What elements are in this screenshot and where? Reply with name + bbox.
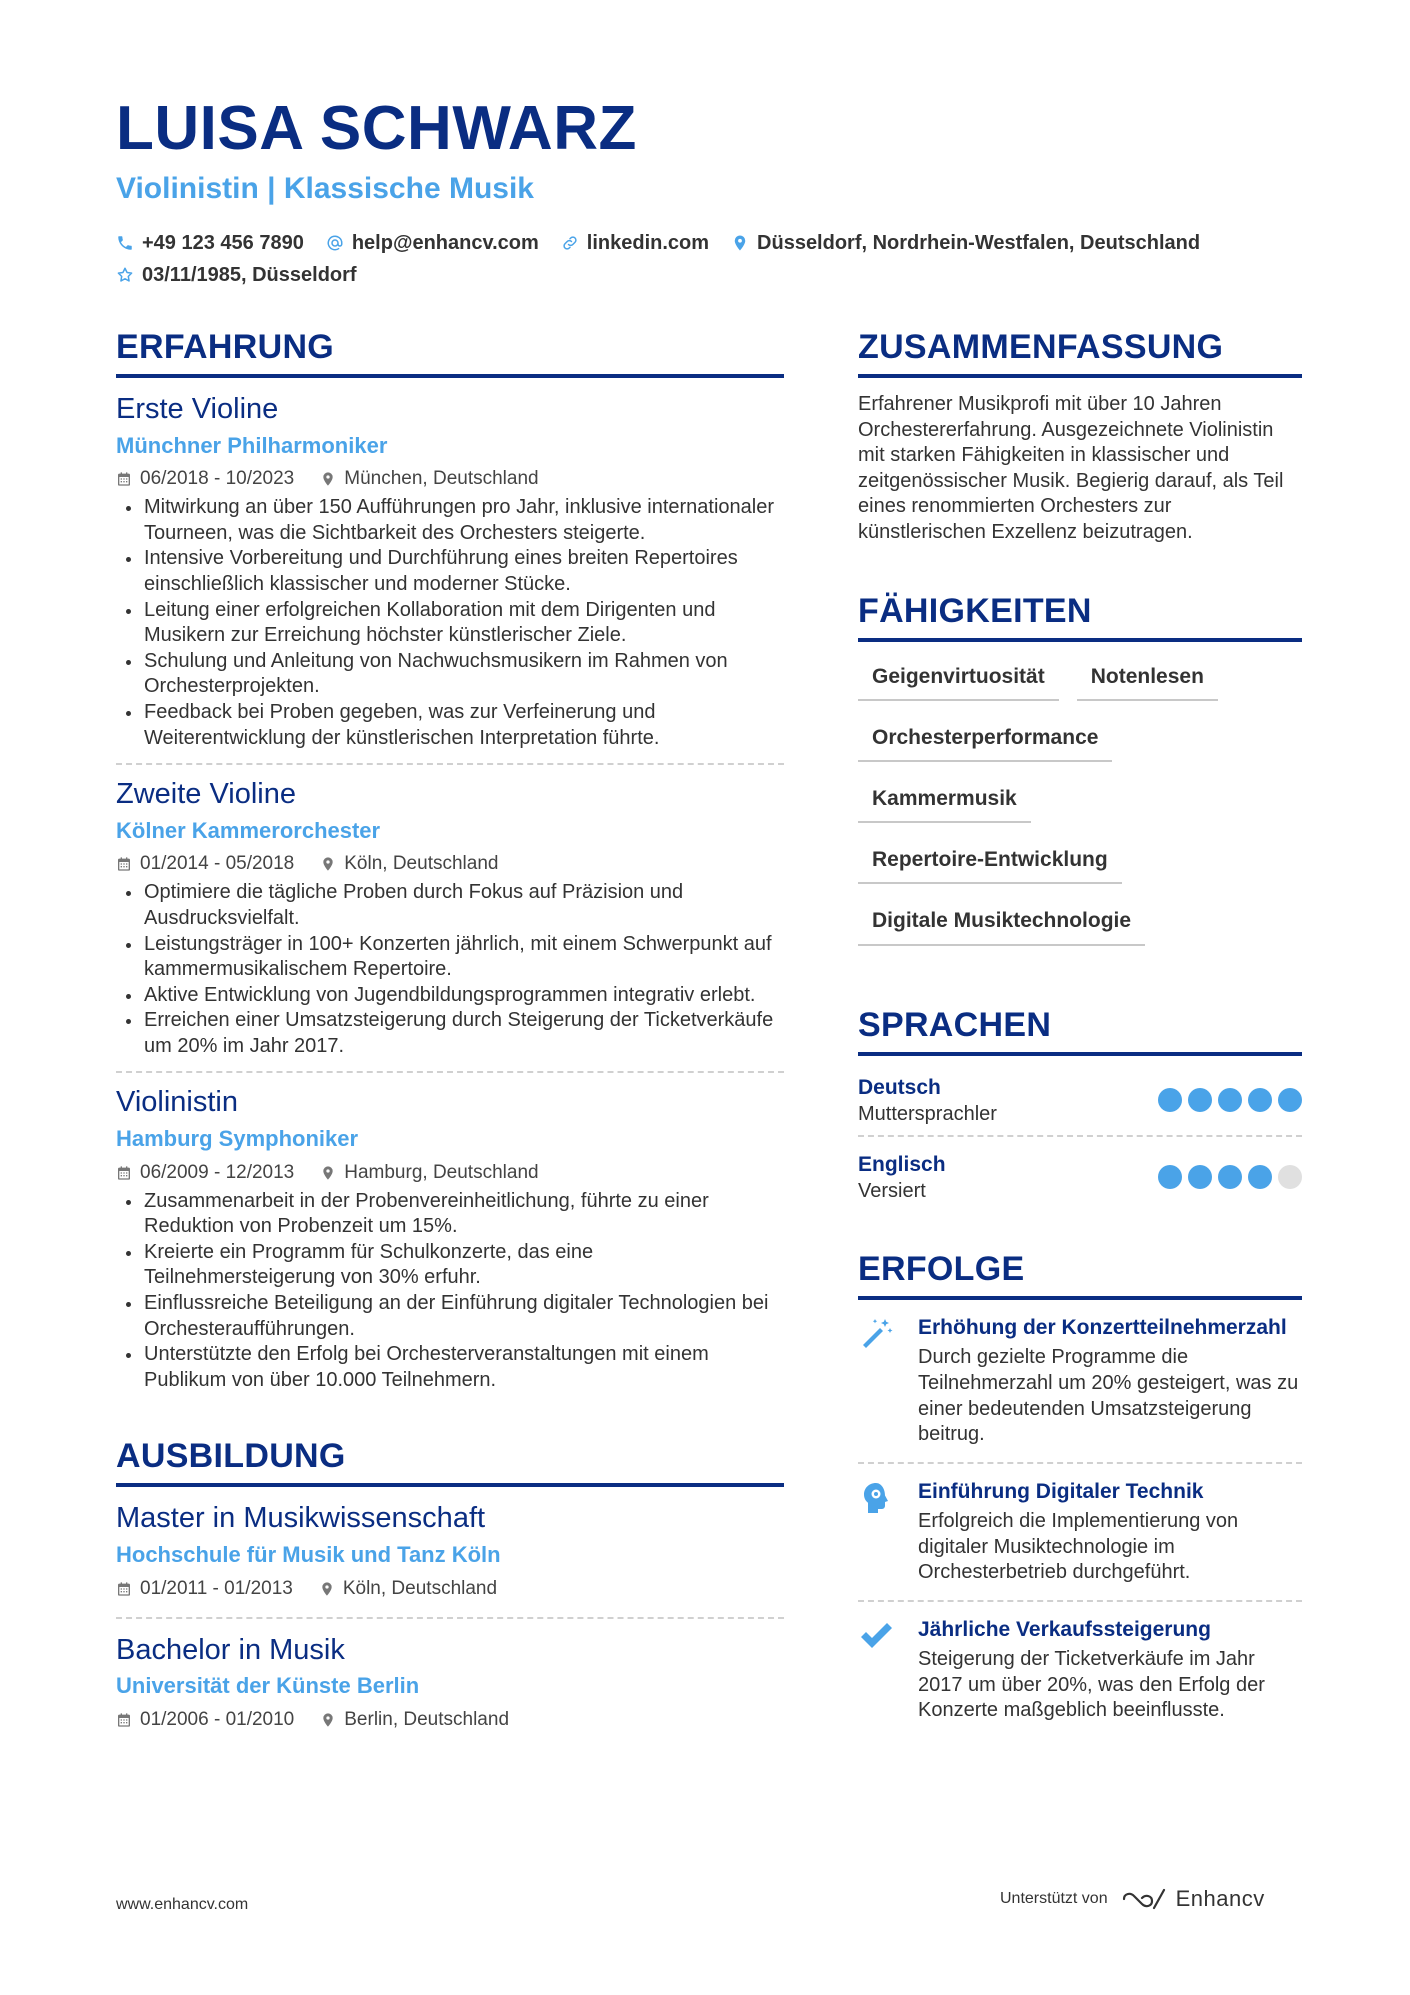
- contact-phone[interactable]: [116, 232, 304, 255]
- skill-tag: Digitale Musiktechnologie: [858, 900, 1145, 945]
- job-company: Hamburg Symphoniker: [116, 1126, 359, 1152]
- location-text: Köln, Deutschland: [342, 1577, 498, 1599]
- skill-tag: Notenlesen: [1077, 656, 1218, 701]
- email-text: help@enhancv.com: [351, 231, 539, 254]
- footer-powered-by: [1000, 1886, 1265, 1912]
- job-bullets: [116, 495, 784, 751]
- contact-email[interactable]: [326, 232, 539, 255]
- skill-tag: Orchesterperformance: [858, 717, 1112, 762]
- enhancv-logo[interactable]: [1120, 1886, 1265, 1912]
- contact-linkedin[interactable]: [561, 232, 709, 255]
- job-company: Kölner Kammerorchester: [116, 817, 381, 843]
- dates-text: 06/2018 - 10/2023: [140, 468, 295, 490]
- checkmark-icon: [858, 1616, 898, 1724]
- language-entry: [858, 1147, 1302, 1212]
- edu-dates: [116, 1578, 293, 1600]
- edu-dates: [116, 1709, 294, 1731]
- achievement-entry: [858, 1616, 1302, 1738]
- edu-location: [320, 1709, 509, 1731]
- calendar-icon: [116, 856, 132, 872]
- contact-info: [116, 228, 1316, 292]
- school-name: Universität der Künste Berlin: [116, 1673, 420, 1699]
- education-entry: [116, 1633, 784, 1748]
- candidate-name: LUISA SCHWARZ: [116, 94, 637, 163]
- calendar-icon: [116, 1712, 132, 1728]
- job-dates: [116, 1162, 294, 1184]
- education-entry: [116, 1501, 784, 1618]
- rating-dot-filled: [1248, 1165, 1272, 1189]
- rating-dot-empty: [1278, 1165, 1302, 1189]
- achievement-desc: Steigerung der Ticketverkäufe im Jahr 2017 um über 20%, was den Erfolg der Konzerte maßgeblich beeinflusste.: [918, 1648, 1265, 1722]
- star-icon: [116, 266, 134, 284]
- skills-heading: FÄHIGKEITEN: [858, 594, 1302, 642]
- link-icon: [561, 234, 579, 252]
- dates-text: 01/2011 - 01/2013: [140, 1577, 293, 1599]
- location-text: Düsseldorf, Nordrhein-Westfalen, Deutschland: [757, 231, 1201, 254]
- bullet: Leitung einer erfolgreichen Kollaboration mit dem Dirigenten und Musikern zur Erreichung höchster künstlerischer Ziele.: [116, 598, 784, 649]
- job-bullets: [116, 880, 784, 1059]
- left-column: [116, 330, 784, 1762]
- location-text: München, Deutschland: [344, 468, 539, 490]
- dates-text: 01/2006 - 01/2010: [140, 1708, 295, 1730]
- job-bullets: [116, 1189, 784, 1394]
- language-name: Englisch: [858, 1152, 946, 1176]
- location-pin-icon: [731, 234, 749, 252]
- location-text: Berlin, Deutschland: [344, 1708, 510, 1730]
- language-rating: [1152, 1088, 1302, 1112]
- calendar-icon: [116, 1581, 132, 1597]
- languages-heading: SPRACHEN: [858, 1008, 1302, 1056]
- bullet: Aktive Entwicklung von Jugendbildungsprogrammen integrativ erlebt.: [116, 983, 784, 1009]
- achievement-desc: Durch gezielte Programme die Teilnehmerzahl um 20% gesteigert, was zu einer bedeutenden Umsatzsteigerung beitrug.: [918, 1346, 1299, 1446]
- powered-by-text: Unterstützt von: [1000, 1890, 1108, 1907]
- skill-tag: Repertoire-Entwicklung: [858, 839, 1122, 884]
- job-title: Zweite Violine: [116, 778, 297, 811]
- dates-text: 06/2009 - 12/2013: [140, 1161, 295, 1183]
- bullet: Mitwirkung an über 150 Aufführungen pro Jahr, inklusive internationaler Tourneen, was die Sichtbarkeit des Orchesters steigerte.: [116, 495, 784, 546]
- language-rating: [1152, 1165, 1302, 1189]
- rating-dot-filled: [1278, 1088, 1302, 1112]
- achievement-title: Erhöhung der Konzertteilnehmerzahl: [918, 1316, 1287, 1340]
- rating-dot-filled: [1218, 1165, 1242, 1189]
- skills-list: [858, 656, 1302, 962]
- job-entry: [116, 392, 784, 765]
- job-entry: [116, 777, 784, 1073]
- bullet: Intensive Vorbereitung und Durchführung eines breiten Repertoires einschließlich klassischer und moderner Stücke.: [116, 546, 784, 597]
- location-pin-icon: [320, 471, 336, 487]
- brand-name: Enhancv: [1175, 1886, 1265, 1911]
- calendar-icon: [116, 471, 132, 487]
- job-location: [320, 468, 538, 490]
- rating-dot-filled: [1158, 1165, 1182, 1189]
- job-dates: [116, 468, 294, 490]
- job-location: [320, 1162, 538, 1184]
- magic-wand-icon: [858, 1314, 898, 1448]
- bullet: Kreierte ein Programm für Schulkonzerte, das eine Teilnehmersteigerung von 30% erfuhr.: [116, 1240, 784, 1291]
- achievement-title: Einführung Digitaler Technik: [918, 1479, 1204, 1503]
- language-entry: [858, 1070, 1302, 1137]
- school-name: Hochschule für Musik und Tanz Köln: [116, 1542, 501, 1568]
- rating-dot-filled: [1218, 1088, 1242, 1112]
- job-location: [320, 853, 498, 875]
- bullet: Feedback bei Proben gegeben, was zur Verfeinerung und Weiterentwicklung der künstlerischen Interpretation führte.: [116, 700, 784, 751]
- birth-text: 03/11/1985, Düsseldorf: [142, 263, 357, 286]
- job-dates: [116, 853, 294, 875]
- linkedin-text: linkedin.com: [586, 231, 710, 254]
- rating-dot-filled: [1158, 1088, 1182, 1112]
- candidate-title: Violinistin | Klassische Musik: [116, 172, 534, 205]
- at-icon: [326, 234, 344, 252]
- footer-website[interactable]: www.enhancv.com: [116, 1896, 249, 1913]
- bullet: Erreichen einer Umsatzsteigerung durch Steigerung der Ticketverkäufe um 20% im Jahr 2017.: [116, 1008, 784, 1059]
- enhancv-logo-icon: [1120, 1886, 1168, 1912]
- bullet: Leistungsträger in 100+ Konzerten jährlich, mit einem Schwerpunkt auf kammermusikalischem Repertoire.: [116, 932, 784, 983]
- rating-dot-filled: [1188, 1088, 1212, 1112]
- phone-icon: [116, 234, 134, 252]
- achievement-entry: [858, 1478, 1302, 1602]
- bullet: Einflussreiche Beteiligung an der Einführung digitaler Technologien bei Orchesteraufführungen.: [116, 1291, 784, 1342]
- location-text: Hamburg, Deutschland: [344, 1161, 539, 1183]
- dates-text: 01/2014 - 05/2018: [140, 853, 295, 875]
- skill-tag: Geigenvirtuosität: [858, 656, 1059, 701]
- location-pin-icon: [319, 1581, 335, 1597]
- job-entry: [116, 1085, 784, 1405]
- location-pin-icon: [320, 856, 336, 872]
- location-pin-icon: [320, 1712, 336, 1728]
- summary-text: Erfahrener Musikprofi mit über 10 Jahren Orchestererfahrung. Ausgezeichnete Violinistin mit starken Fähigkeiten in klassischer und zeitgenössischer Musik. Begierig darauf, als Teil eines renommierten Orchesters zur künstlerischen Exzellenz beizutragen.: [858, 393, 1284, 543]
- achievement-entry: [858, 1314, 1302, 1464]
- achievements-heading: ERFOLGE: [858, 1252, 1302, 1300]
- contact-birth: [116, 264, 357, 287]
- language-level: Versiert: [858, 1180, 926, 1203]
- experience-heading: ERFAHRUNG: [116, 330, 784, 378]
- bullet: Optimiere die tägliche Proben durch Fokus auf Präzision und Ausdrucksvielfalt.: [116, 880, 784, 931]
- rating-dot-filled: [1248, 1088, 1272, 1112]
- skill-tag: Kammermusik: [858, 778, 1031, 823]
- calendar-icon: [116, 1165, 132, 1181]
- phone-text: +49 123 456 7890: [142, 231, 304, 254]
- degree-title: Master in Musikwissenschaft: [116, 1502, 486, 1535]
- bullet: Unterstützte den Erfolg bei Orchesterveranstaltungen mit einem Publikum von über 10.000 Teilnehmern.: [116, 1342, 784, 1393]
- language-level: Muttersprachler: [858, 1102, 997, 1125]
- education-heading: AUSBILDUNG: [116, 1439, 784, 1487]
- summary-heading: ZUSAMMENFASSUNG: [858, 330, 1302, 378]
- contact-location: [731, 232, 1200, 255]
- job-company: Münchner Philharmoniker: [116, 432, 388, 458]
- location-text: Köln, Deutschland: [344, 853, 499, 875]
- location-pin-icon: [320, 1165, 336, 1181]
- rating-dot-filled: [1188, 1165, 1212, 1189]
- edu-location: [319, 1578, 497, 1600]
- achievement-title: Jährliche Verkaufssteigerung: [918, 1617, 1211, 1641]
- degree-title: Bachelor in Musik: [116, 1633, 345, 1666]
- head-gear-icon: [858, 1478, 898, 1586]
- bullet: Zusammenarbeit in der Probenvereinheitlichung, führte zu einer Reduktion von Probenzeit um 15%.: [116, 1189, 784, 1240]
- language-name: Deutsch: [858, 1075, 941, 1099]
- right-column: [858, 330, 1302, 1752]
- job-title: Erste Violine: [116, 393, 279, 425]
- bullet: Schulung und Anleitung von Nachwuchsmusikern im Rahmen von Orchesterprojekten.: [116, 649, 784, 700]
- achievement-desc: Erfolgreich die Implementierung von digitaler Musiktechnologie im Orchesterbetrieb durchgeführt.: [918, 1510, 1239, 1584]
- job-title: Violinistin: [116, 1086, 238, 1119]
